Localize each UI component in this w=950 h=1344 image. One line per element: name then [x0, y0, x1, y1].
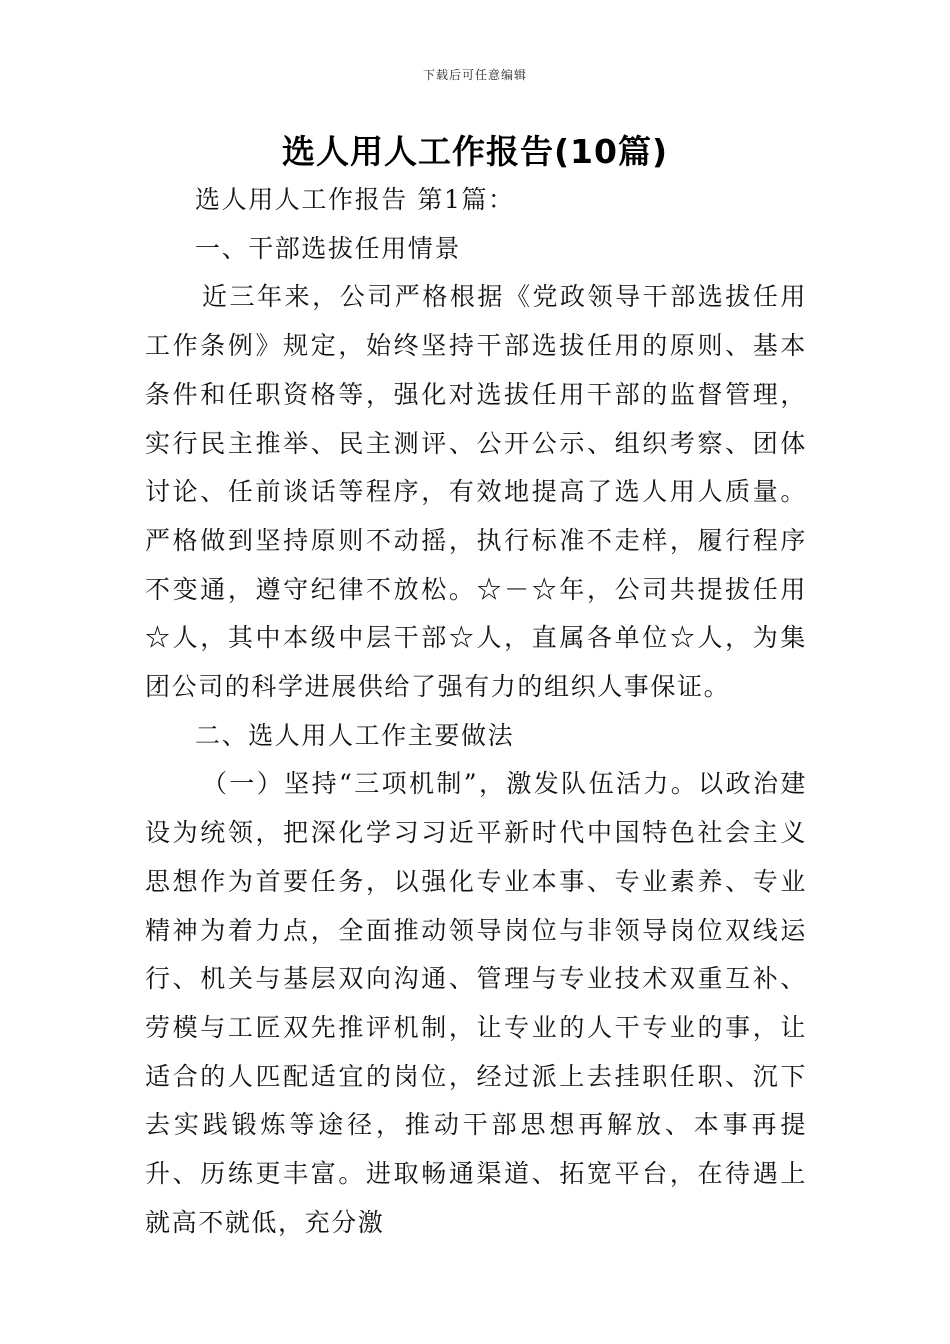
section-paragraph-1: 近三年来，公司严格根据《党政领导干部选拔任用工作条例》规定，始终坚持干部选拔任用的原则、基本条件和任职资格等，强化对选拔任用干部的监督管理，实行民主推举、民主测评、公开公示、组织考察、团体讨论、任前谈话等程序，有效地提高了选人用人质量。严格做到坚持原则不动摇，执行标准不走样，履行程序不变通，遵守纪律不放松。☆－☆年，公司共提拔任用☆人，其中本级中层干部☆人，直属各单位☆人，为集团公司的科学进展供给了强有力的组织人事保证。 [145, 282, 807, 702]
section-paragraph-2: （一）坚持“三项机制”，激发队伍活力。以政治建设为统领，把深化学习习近平新时代中国特色社会主义思想作为首要任务，以强化专业本事、专业素养、专业精神为着力点，全面推动领导岗位与非领导岗位双线运行、机关与基层双向沟通、管理与专业技术双重互补、劳模与工匠双先推评机制，让专业的人干专业的事，让适合的人匹配适宜的岗位，经过派上去挂职任职、沉下去实践锻炼等途径，推动干部思想再解放、本事再提升、历练更丰富。进取畅通渠道、拓宽平台，在待遇上就高不就低，充分激 [145, 769, 807, 1237]
document-title: 选人用人工作报告(10篇) [281, 132, 669, 171]
chapter-heading: 选人用人工作报告 第1篇： [195, 185, 515, 214]
section-heading-2: 二、选人用人工作主要做法 [195, 720, 515, 750]
header-note: 下载后可任意编辑 [422, 68, 527, 82]
section-heading-1: 一、干部选拔任用情景 [195, 233, 462, 263]
document-body [145, 176, 807, 1247]
